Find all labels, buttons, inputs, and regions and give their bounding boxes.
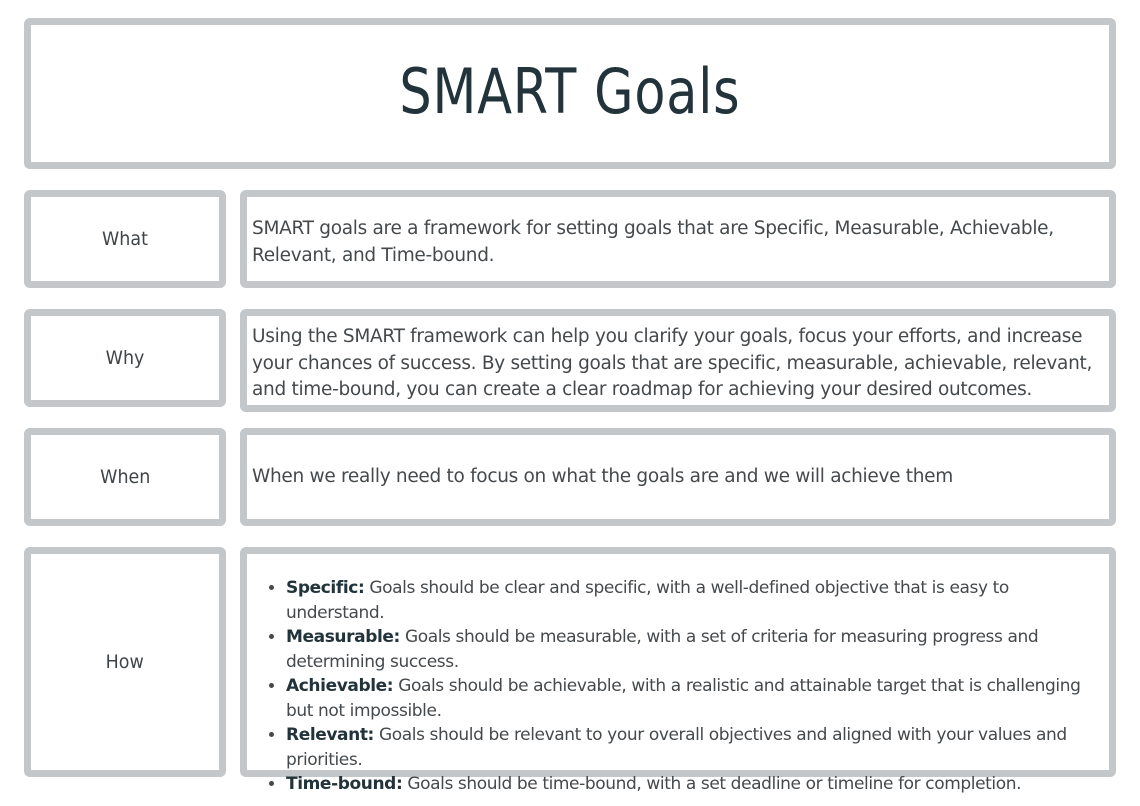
row-label-when: When bbox=[99, 466, 151, 488]
criterion-term: Achievable: bbox=[286, 676, 394, 696]
content-card-how bbox=[240, 547, 1116, 794]
content-card-why bbox=[240, 309, 1116, 412]
label-card-why bbox=[24, 309, 226, 407]
content-card-when bbox=[240, 428, 1116, 526]
row-text-what: SMART goals are a framework for setting goals that are Specific, Measurable, Achievable, Relevant, and Time-bound. bbox=[252, 218, 1054, 266]
title-card bbox=[24, 18, 1116, 169]
list-item bbox=[286, 723, 1095, 772]
criterion-term: Time-bound: bbox=[286, 774, 403, 794]
list-item bbox=[286, 674, 1095, 723]
label-card-what bbox=[24, 190, 226, 288]
criterion-text: Goals should be measurable, with a set of criteria for measuring progress and determining success. bbox=[286, 627, 1039, 672]
criterion-text: Goals should be time-bound, with a set deadline or timeline for completion. bbox=[407, 774, 1022, 794]
list-item bbox=[286, 576, 1095, 625]
page-title: SMART Goals bbox=[399, 55, 741, 128]
label-card-how bbox=[24, 547, 226, 777]
criterion-term: Relevant: bbox=[286, 725, 374, 745]
criterion-text: Goals should be relevant to your overall objectives and aligned with your values and priorities. bbox=[286, 725, 1067, 770]
row-text-why: Using the SMART framework can help you clarify your goals, focus your efforts, and increase your chances of success. By setting goals that are specific, measurable, achievable, relevant, and time-bound, you can create a clear roadmap for achieving your desired outcomes. bbox=[252, 326, 1093, 400]
criterion-text: Goals should be clear and specific, with a well-defined objective that is easy to understand. bbox=[286, 578, 1009, 623]
row-label-why: Why bbox=[105, 347, 145, 369]
criterion-term: Measurable: bbox=[286, 627, 400, 647]
smart-criteria-list bbox=[252, 576, 1095, 797]
content-card-what bbox=[240, 190, 1116, 288]
row-label-how: How bbox=[105, 651, 145, 673]
criterion-term: Specific: bbox=[286, 578, 365, 598]
label-card-when bbox=[24, 428, 226, 526]
criterion-text: Goals should be achievable, with a realistic and attainable target that is challenging but not impossible. bbox=[286, 676, 1081, 721]
row-text-when: When we really need to focus on what the goals are and we will achieve them bbox=[252, 466, 953, 487]
row-label-what: What bbox=[102, 228, 148, 250]
list-item bbox=[286, 625, 1095, 674]
list-item bbox=[286, 772, 1095, 797]
